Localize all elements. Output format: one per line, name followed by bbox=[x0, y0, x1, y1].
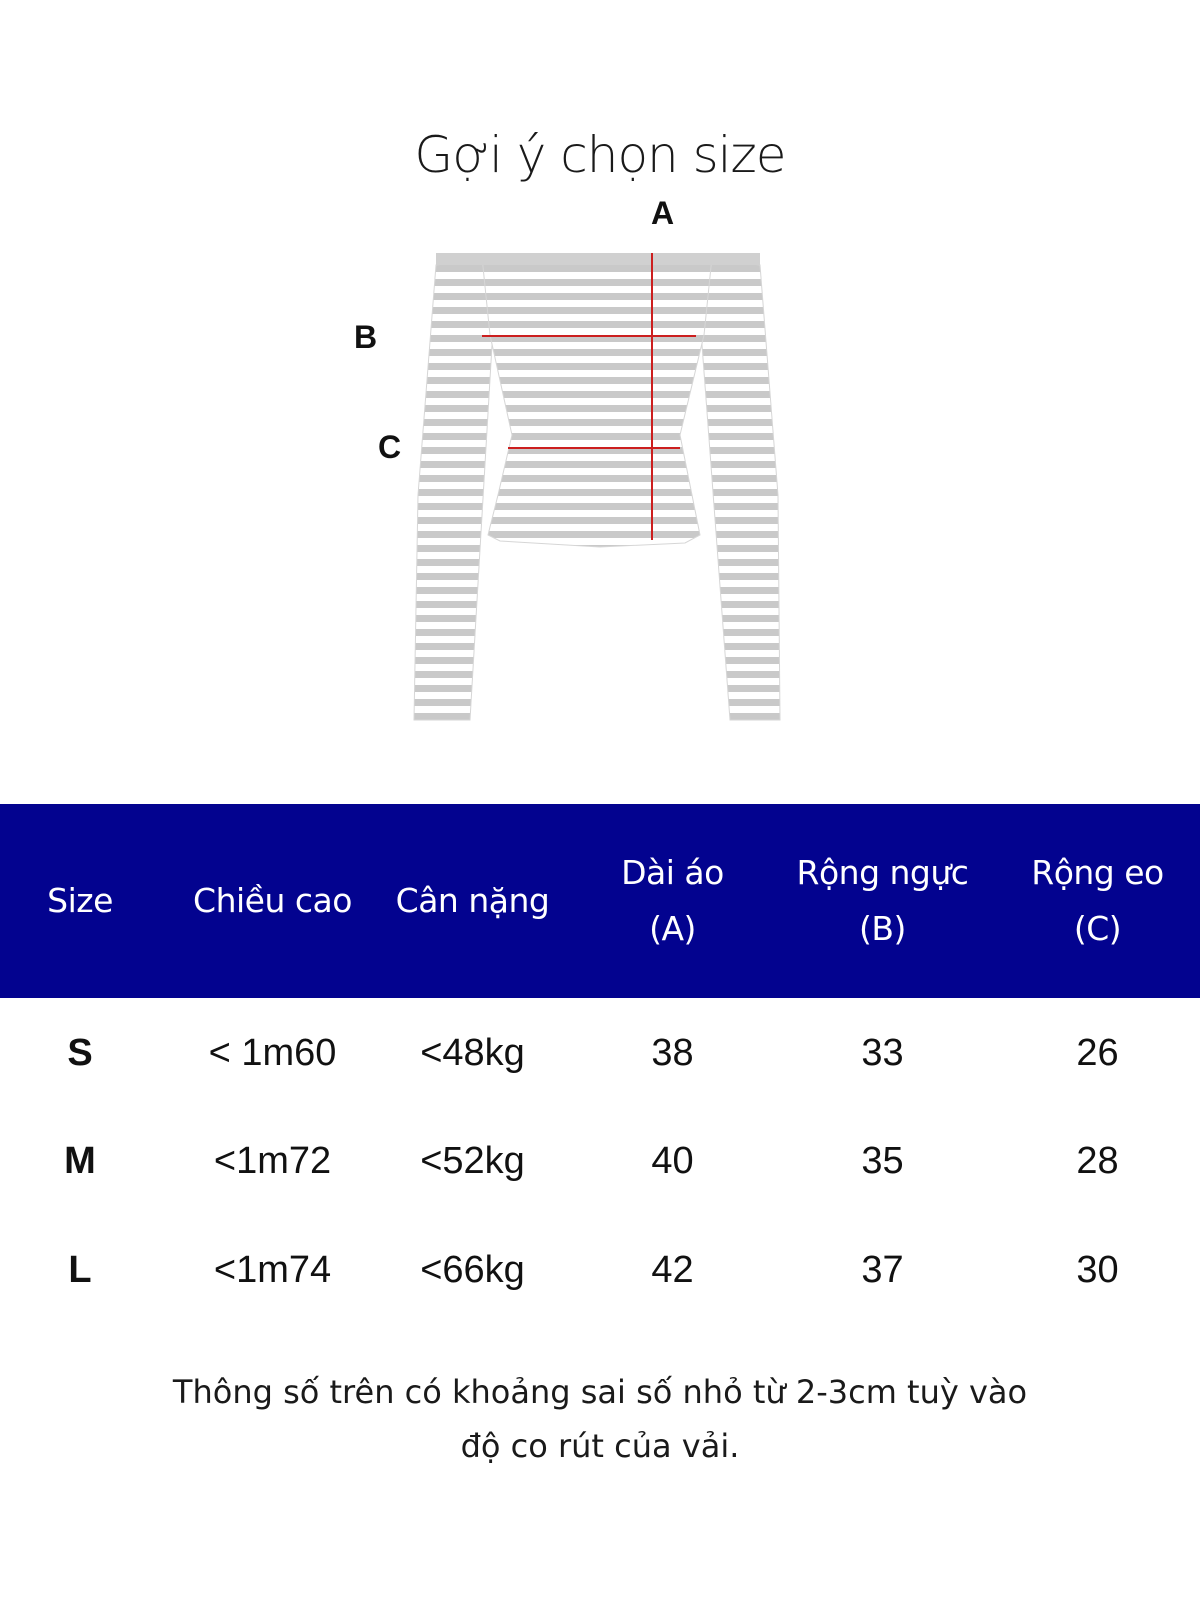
left-sleeve bbox=[414, 259, 492, 720]
cell-weight: <66kg bbox=[420, 1248, 525, 1291]
cell-chest: 35 bbox=[861, 1139, 904, 1182]
garment-diagram bbox=[340, 195, 820, 745]
right-sleeve bbox=[702, 259, 780, 720]
header-weight-label: Cân nặng bbox=[395, 881, 550, 920]
header-chest-b bbox=[775, 804, 990, 998]
measurement-note bbox=[100, 1365, 1100, 1473]
cell-weight: <48kg bbox=[420, 1031, 525, 1074]
cell-waist: 30 bbox=[1076, 1248, 1119, 1291]
header-size-label: Size bbox=[47, 881, 113, 920]
header-waist-label: Rộng eo bbox=[1031, 853, 1164, 892]
top-body bbox=[482, 257, 712, 547]
header-height bbox=[170, 804, 375, 998]
note-line-2: độ co rút của vải. bbox=[460, 1427, 740, 1465]
cell-length: 40 bbox=[651, 1139, 694, 1182]
cell-length: 42 bbox=[651, 1248, 694, 1291]
measure-label-b: B bbox=[354, 319, 378, 355]
header-length-label: Dài áo bbox=[621, 853, 724, 892]
cell-chest: 37 bbox=[861, 1248, 904, 1291]
measure-label-a: A bbox=[651, 195, 675, 231]
header-height-label: Chiều cao bbox=[193, 881, 352, 920]
header-waist-c bbox=[1000, 804, 1195, 998]
cell-chest: 33 bbox=[861, 1031, 904, 1074]
header-waist-code: (C) bbox=[1073, 909, 1122, 948]
note-line-1: Thông số trên có khoảng sai số nhỏ từ 2-3cm tuỳ vào bbox=[172, 1373, 1028, 1411]
cell-weight: <52kg bbox=[420, 1139, 525, 1182]
header-length-a bbox=[575, 804, 770, 998]
measure-label-c: C bbox=[378, 429, 402, 465]
header-chest-code: (B) bbox=[859, 909, 906, 948]
table-row bbox=[0, 1240, 1200, 1300]
neckline-band bbox=[436, 253, 760, 265]
header-length-code: (A) bbox=[649, 909, 696, 948]
cell-waist: 28 bbox=[1076, 1139, 1119, 1182]
cell-size: S bbox=[67, 1031, 93, 1074]
header-weight bbox=[375, 804, 570, 998]
cell-height: <1m72 bbox=[213, 1139, 332, 1182]
table-row bbox=[0, 1023, 1200, 1083]
cell-size: L bbox=[68, 1248, 92, 1291]
page-title: Gợi ý chọn size bbox=[414, 126, 786, 184]
header-chest-label: Rộng ngực bbox=[796, 853, 969, 892]
cell-height: <1m74 bbox=[213, 1248, 332, 1291]
striped-top-illustration bbox=[340, 195, 820, 745]
cell-length: 38 bbox=[651, 1031, 694, 1074]
table-header bbox=[0, 804, 1200, 998]
cell-height: < 1m60 bbox=[208, 1031, 337, 1074]
cell-waist: 26 bbox=[1076, 1031, 1119, 1074]
cell-size: M bbox=[64, 1139, 96, 1182]
header-size bbox=[0, 804, 160, 998]
table-row bbox=[0, 1131, 1200, 1191]
